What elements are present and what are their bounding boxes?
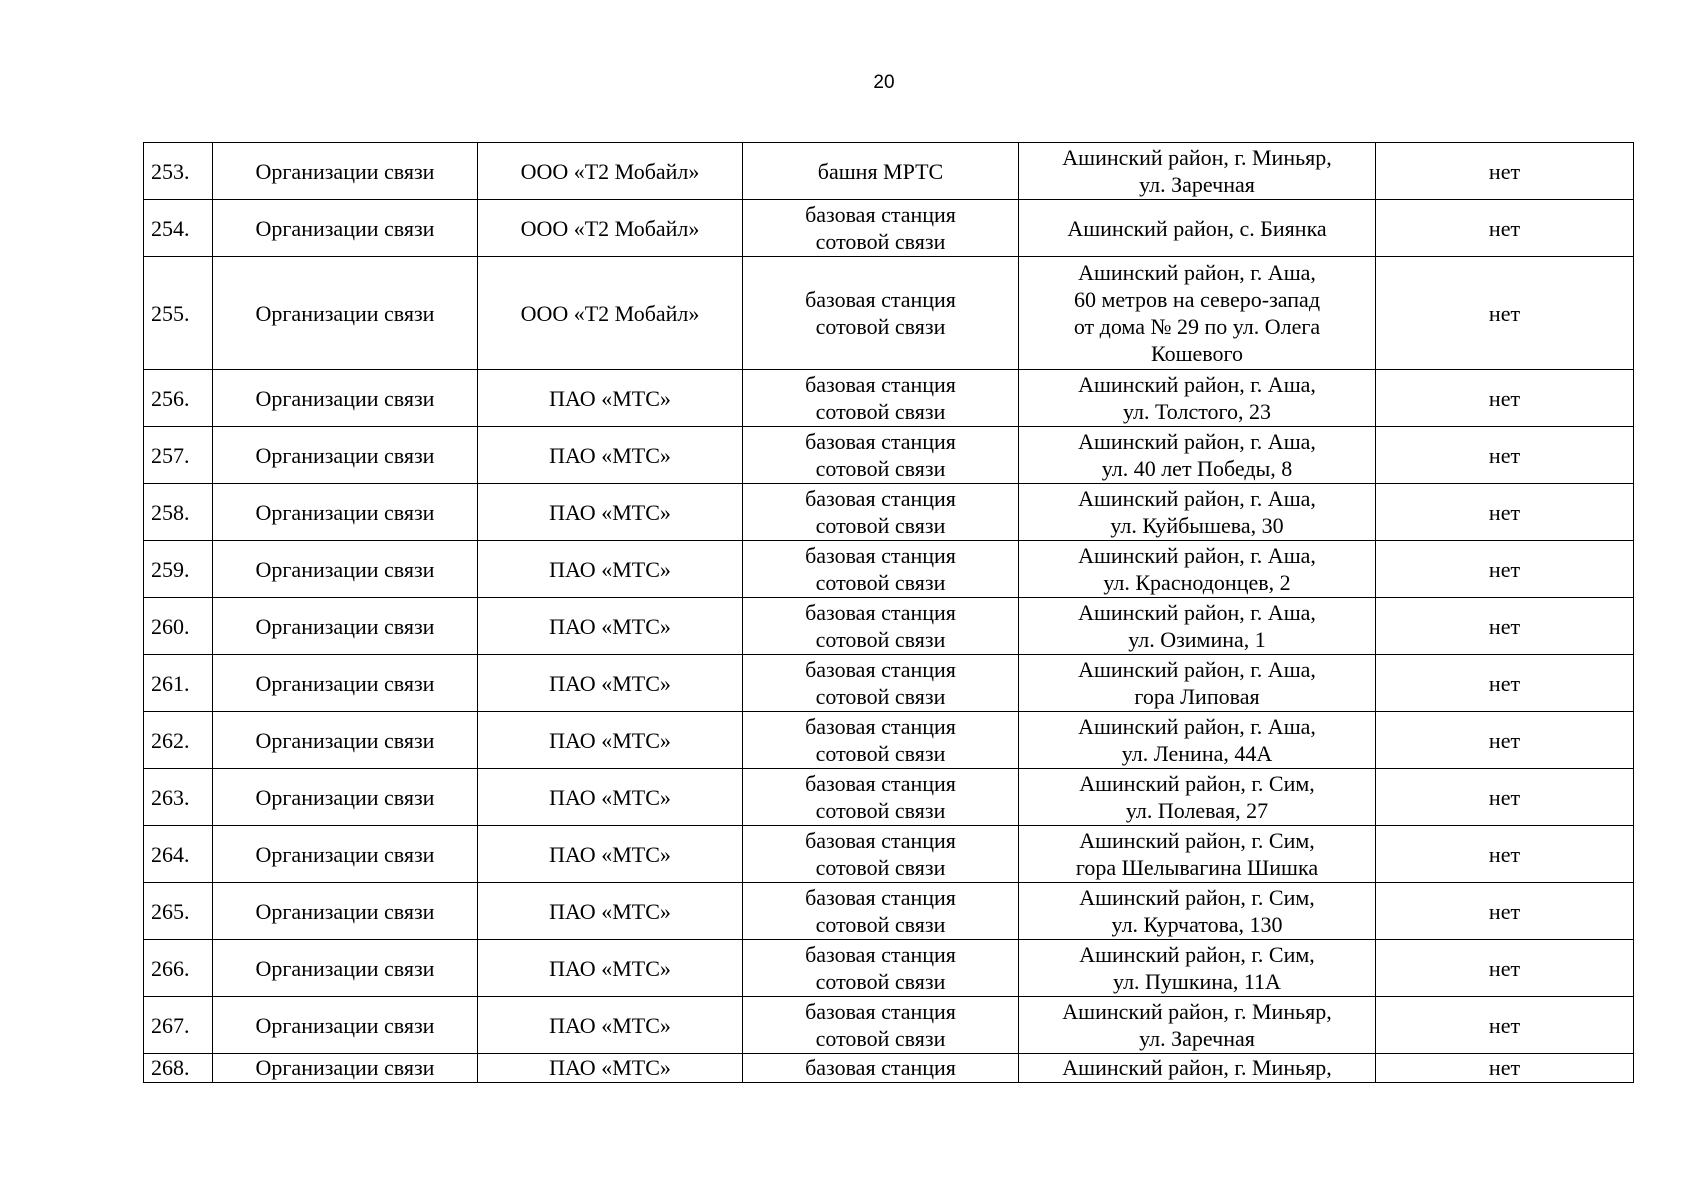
organization-cell: ПАО «МТС» — [478, 427, 743, 484]
object-cell: базовая станция сотовой связи — [743, 598, 1019, 655]
row-number: 255. — [144, 257, 213, 370]
address-cell: Ашинский район, г. Аша, ул. 40 лет Победы, 8 — [1019, 427, 1376, 484]
row-number: 259. — [144, 541, 213, 598]
row-number: 260. — [144, 598, 213, 655]
organization-cell: ПАО «МТС» — [478, 370, 743, 427]
category-cell: Организации связи — [213, 370, 478, 427]
table-row — [144, 712, 1634, 769]
object-cell: башня МРТС — [743, 143, 1019, 200]
object-cell: базовая станция сотовой связи — [743, 940, 1019, 997]
status-cell: нет — [1376, 541, 1634, 598]
row-number: 261. — [144, 655, 213, 712]
address-cell: Ашинский район, г. Миньяр, ул. Заречная — [1019, 143, 1376, 200]
object-cell: базовая станция сотовой связи — [743, 484, 1019, 541]
table-row — [144, 769, 1634, 826]
organization-cell: ПАО «МТС» — [478, 655, 743, 712]
organization-cell: ПАО «МТС» — [478, 712, 743, 769]
address-cell: Ашинский район, г. Сим, ул. Пушкина, 11А — [1019, 940, 1376, 997]
address-cell: Ашинский район, г. Сим, ул. Полевая, 27 — [1019, 769, 1376, 826]
object-cell: базовая станция сотовой связи — [743, 712, 1019, 769]
row-number: 263. — [144, 769, 213, 826]
object-cell: базовая станция сотовой связи — [743, 370, 1019, 427]
category-cell: Организации связи — [213, 655, 478, 712]
address-cell: Ашинский район, г. Сим, ул. Курчатова, 130 — [1019, 883, 1376, 940]
status-cell: нет — [1376, 655, 1634, 712]
address-cell: Ашинский район, г. Миньяр, — [1019, 1054, 1376, 1083]
object-cell: базовая станция сотовой связи — [743, 826, 1019, 883]
address-cell: Ашинский район, г. Аша, ул. Ленина, 44А — [1019, 712, 1376, 769]
status-cell: нет — [1376, 257, 1634, 370]
category-cell: Организации связи — [213, 712, 478, 769]
table-row — [144, 940, 1634, 997]
organization-cell: ООО «Т2 Мобайл» — [478, 200, 743, 257]
organization-cell: ПАО «МТС» — [478, 1054, 743, 1083]
status-cell: нет — [1376, 769, 1634, 826]
address-cell: Ашинский район, г. Аша, ул. Куйбышева, 30 — [1019, 484, 1376, 541]
organization-cell: ООО «Т2 Мобайл» — [478, 143, 743, 200]
object-cell: базовая станция сотовой связи — [743, 655, 1019, 712]
organization-cell: ПАО «МТС» — [478, 826, 743, 883]
object-cell: базовая станция — [743, 1054, 1019, 1083]
organization-cell: ПАО «МТС» — [478, 541, 743, 598]
address-cell: Ашинский район, г. Аша, ул. Краснодонцев, 2 — [1019, 541, 1376, 598]
row-number: 267. — [144, 997, 213, 1054]
status-cell: нет — [1376, 427, 1634, 484]
address-cell: Ашинский район, с. Биянка — [1019, 200, 1376, 257]
table-row — [144, 370, 1634, 427]
category-cell: Организации связи — [213, 143, 478, 200]
category-cell: Организации связи — [213, 1054, 478, 1083]
category-cell: Организации связи — [213, 427, 478, 484]
status-cell: нет — [1376, 940, 1634, 997]
status-cell: нет — [1376, 826, 1634, 883]
organization-cell: ПАО «МТС» — [478, 997, 743, 1054]
object-cell: базовая станция сотовой связи — [743, 541, 1019, 598]
table-row — [144, 484, 1634, 541]
status-cell: нет — [1376, 883, 1634, 940]
organization-cell: ПАО «МТС» — [478, 940, 743, 997]
status-cell: нет — [1376, 1054, 1634, 1083]
category-cell: Организации связи — [213, 484, 478, 541]
row-number: 256. — [144, 370, 213, 427]
object-cell: базовая станция сотовой связи — [743, 427, 1019, 484]
table-row — [144, 257, 1634, 370]
category-cell: Организации связи — [213, 826, 478, 883]
object-cell: базовая станция сотовой связи — [743, 883, 1019, 940]
row-number: 262. — [144, 712, 213, 769]
row-number: 257. — [144, 427, 213, 484]
organization-cell: ПАО «МТС» — [478, 484, 743, 541]
table-row — [144, 655, 1634, 712]
table-row — [144, 1054, 1634, 1083]
address-cell: Ашинский район, г. Аша, ул. Толстого, 23 — [1019, 370, 1376, 427]
table-row — [144, 598, 1634, 655]
table-row — [144, 997, 1634, 1054]
address-cell: Ашинский район, г. Сим, гора Шелывагина Шишка — [1019, 826, 1376, 883]
status-cell: нет — [1376, 712, 1634, 769]
category-cell: Организации связи — [213, 598, 478, 655]
row-number: 264. — [144, 826, 213, 883]
category-cell: Организации связи — [213, 769, 478, 826]
status-cell: нет — [1376, 200, 1634, 257]
table-body — [144, 143, 1634, 1083]
organization-cell: ПАО «МТС» — [478, 769, 743, 826]
row-number: 254. — [144, 200, 213, 257]
category-cell: Организации связи — [213, 883, 478, 940]
row-number: 265. — [144, 883, 213, 940]
address-cell: Ашинский район, г. Аша, гора Липовая — [1019, 655, 1376, 712]
row-number: 266. — [144, 940, 213, 997]
category-cell: Организации связи — [213, 541, 478, 598]
page-number: 20 — [873, 72, 895, 93]
row-number: 253. — [144, 143, 213, 200]
organization-cell: ООО «Т2 Мобайл» — [478, 257, 743, 370]
table-row — [144, 826, 1634, 883]
table-row — [144, 200, 1634, 257]
row-number: 258. — [144, 484, 213, 541]
status-cell: нет — [1376, 997, 1634, 1054]
object-cell: базовая станция сотовой связи — [743, 257, 1019, 370]
communications-objects-table — [143, 142, 1634, 1083]
status-cell: нет — [1376, 598, 1634, 655]
object-cell: базовая станция сотовой связи — [743, 200, 1019, 257]
object-cell: базовая станция сотовой связи — [743, 997, 1019, 1054]
table-row — [144, 143, 1634, 200]
table-row — [144, 541, 1634, 598]
organization-cell: ПАО «МТС» — [478, 883, 743, 940]
table-row — [144, 883, 1634, 940]
category-cell: Организации связи — [213, 997, 478, 1054]
status-cell: нет — [1376, 143, 1634, 200]
table-row — [144, 427, 1634, 484]
object-cell: базовая станция сотовой связи — [743, 769, 1019, 826]
organization-cell: ПАО «МТС» — [478, 598, 743, 655]
address-cell: Ашинский район, г. Аша, ул. Озимина, 1 — [1019, 598, 1376, 655]
address-cell: Ашинский район, г. Миньяр, ул. Заречная — [1019, 997, 1376, 1054]
status-cell: нет — [1376, 370, 1634, 427]
address-cell: Ашинский район, г. Аша, 60 метров на северо-запад от дома № 29 по ул. Олега Кошевого — [1019, 257, 1376, 370]
status-cell: нет — [1376, 484, 1634, 541]
category-cell: Организации связи — [213, 940, 478, 997]
category-cell: Организации связи — [213, 257, 478, 370]
category-cell: Организации связи — [213, 200, 478, 257]
row-number: 268. — [144, 1054, 213, 1083]
